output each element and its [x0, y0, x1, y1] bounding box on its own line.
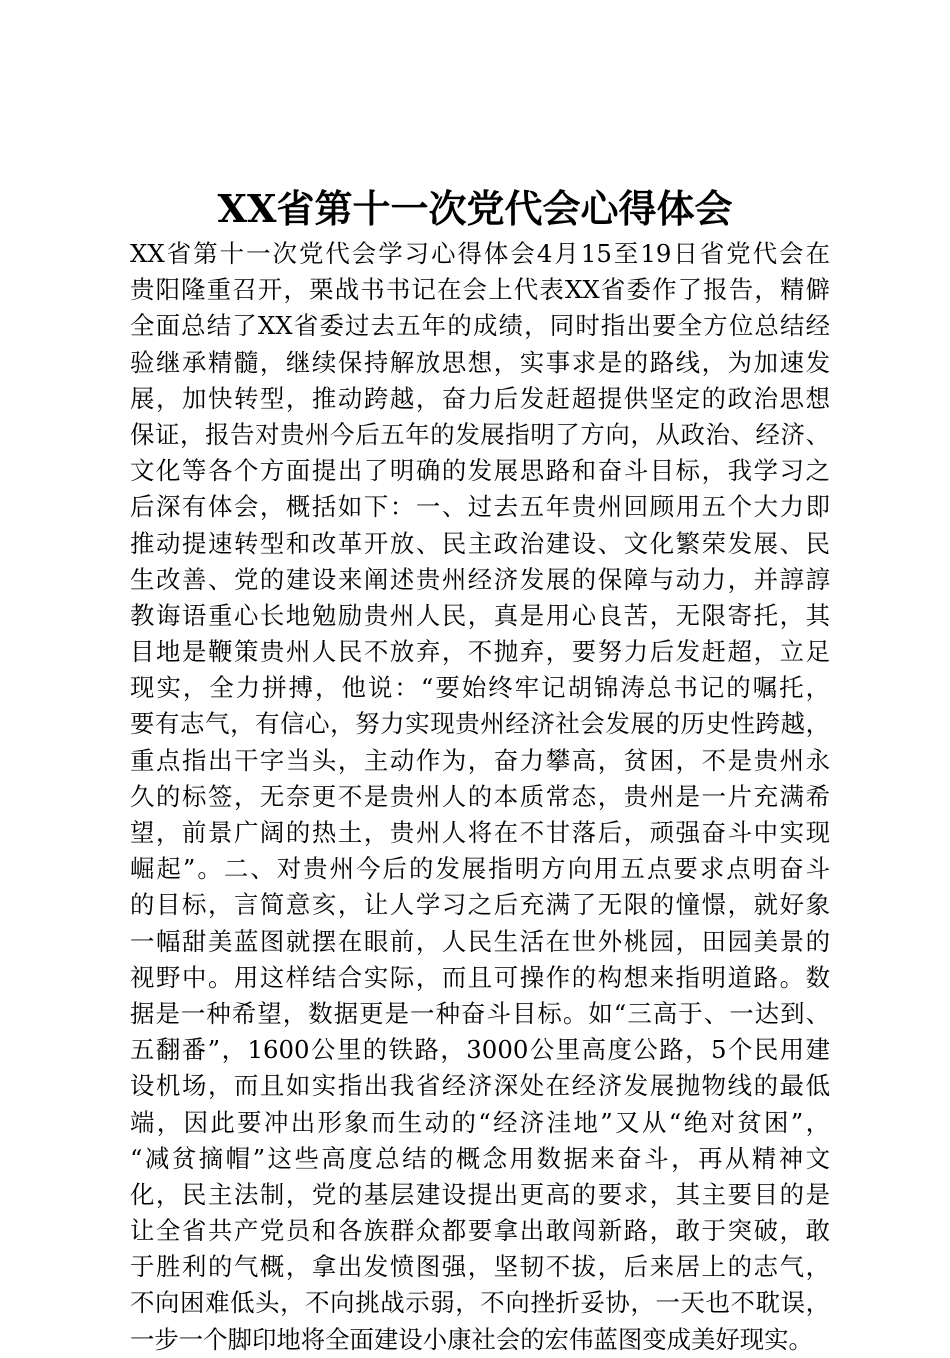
- document-title: XX省第十一次党代会心得体会: [217, 186, 733, 231]
- body-line: 生改善、党的建设来阐述贵州经济发展的保障与动力，并諄諄: [130, 564, 830, 594]
- body-line: 的目标，言简意亥，让人学习之后充满了无限的憧憬，就好象: [130, 890, 830, 920]
- body-line: 目地是鞭策贵州人民不放弃，不抛弃，要努力后发赶超，立足: [130, 637, 830, 667]
- body-line: 据是一种希望，数据更是一种奋斗目标。如“三高于、一达到、: [130, 998, 830, 1028]
- body-line: 化，民主法制，党的基层建设提出更高的要求，其主要目的是: [130, 1179, 830, 1209]
- body-line: 设机场，而且如实指出我省经济深处在经济发展抛物线的最低: [130, 1071, 830, 1101]
- body-line: 后深有体会，概括如下：一、过去五年贵州回顾用五个大力即: [130, 492, 830, 522]
- body-line: 崛起”。二、对贵州今后的发展指明方向用五点要求点明奋斗: [130, 854, 830, 884]
- body-line: 让全省共产党员和各族群众都要拿出敢闯新路，敢于突破，敢: [130, 1216, 830, 1246]
- body-line: 验继承精髓，继续保持解放思想，实事求是的路线，为加速发: [130, 347, 830, 377]
- body-line: 于胜利的气概，拿出发愤图强，坚韧不拔，后来居上的志气，: [130, 1252, 830, 1282]
- body-line: 推动提速转型和改革开放、民主政治建设、文化繁荣发展、民: [130, 528, 830, 558]
- body-line: 展，加快转型，推动跨越，奋力后发赶超提供坚定的政治思想: [130, 383, 830, 413]
- body-line: “减贫摘帽”这些高度总结的概念用数据来奋斗，再从精神文: [130, 1143, 830, 1173]
- body-line: 文化等各个方面提出了明确的发展思路和奋斗目标，我学习之: [130, 456, 830, 486]
- document-body: [130, 236, 830, 1358]
- body-line: 全面总结了XX省委过去五年的成绩，同时指出要全方位总结经: [130, 311, 830, 341]
- body-line: 重点指出干字当头，主动作为，奋力攀高，贫困，不是贵州永: [130, 745, 830, 775]
- body-line: 一步一个脚印地将全面建设小康社会的宏伟蓝图变成美好现实。: [130, 1324, 813, 1354]
- body-line: 视野中。用这样结合实际，而且可操作的构想来指明道路。数: [130, 962, 830, 992]
- body-line: 保证，报告对贵州今后五年的发展指明了方向，从政治、经济、: [130, 419, 830, 449]
- body-line: 要有志气，有信心，努力实现贵州经济社会发展的历史性跨越，: [130, 709, 830, 739]
- body-line: 教诲语重心长地勉励贵州人民，真是用心良苦，无限寄托，其: [130, 600, 830, 630]
- body-line: 不向困难低头，不向挑战示弱，不向挫折妥协，一天也不耽误，: [130, 1288, 830, 1318]
- body-line: 端，因此要冲出形象而生动的“经济洼地”又从“绝对贫困”，: [130, 1107, 830, 1137]
- body-line: 现实，全力拼搏，他说：“要始终牢记胡锦涛总书记的嘱托，: [130, 673, 830, 703]
- body-line: XX省第十一次党代会学习心得体会4月15至19日省党代会在: [130, 239, 830, 268]
- body-line: 一幅甜美蓝图就摆在眼前，人民生活在世外桃园，田园美景的: [130, 926, 830, 956]
- body-line: 久的标签，无奈更不是贵州人的本质常态，贵州是一片充满希: [130, 781, 830, 811]
- body-line: 五翻番”，1600公里的铁路，3000公里高度公路，5个民用建: [130, 1035, 830, 1065]
- body-line: 望，前景广阔的热土，贵州人将在不甘落后，顽强奋斗中实现: [130, 818, 830, 847]
- body-line: 贵阳隆重召开，栗战书书记在会上代表XX省委作了报告，精僻: [130, 275, 830, 305]
